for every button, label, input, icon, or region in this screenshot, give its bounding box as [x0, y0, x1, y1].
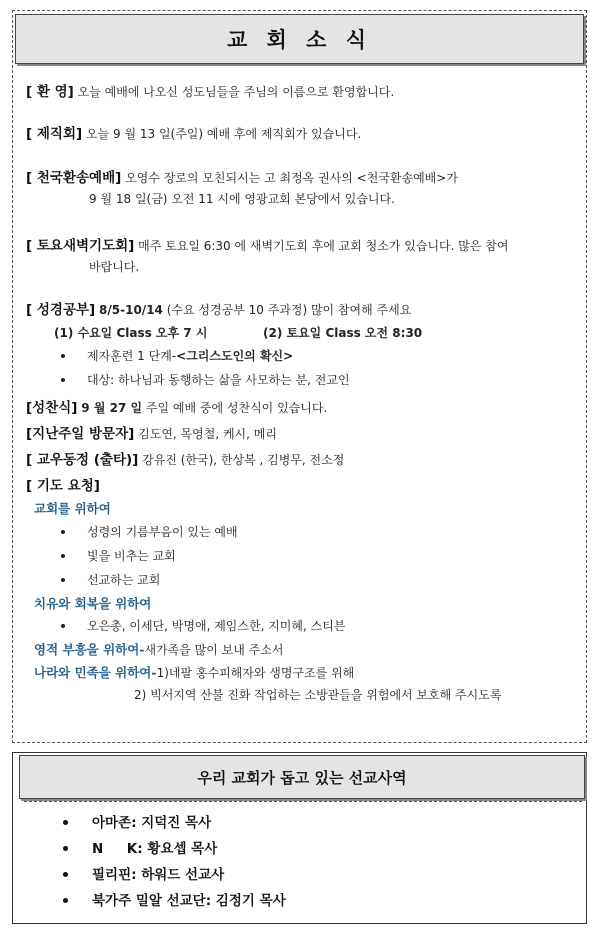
communion-date: 9 월 27 일	[81, 401, 143, 415]
elders-label: [ 제직회]	[26, 126, 83, 142]
prayer-healing-heading: 치유와 회복을 위하여	[34, 596, 152, 611]
elders-section	[26, 122, 361, 142]
bible-study-dates: 8/5-10/14	[99, 303, 163, 317]
saturday-label: [ 토요새벽기도회]	[26, 238, 135, 254]
funeral-line1: 오영수 장로의 모친되시는 고 최정옥 권사의 <천국환송예배>가	[125, 171, 458, 185]
visitors-section	[26, 422, 277, 442]
prayer-church-item: 선교하는 교회	[87, 573, 161, 587]
visitors-label: [지난주일 방문자]	[26, 426, 135, 442]
bible-study-bullet1-prefix: 제자훈련 1 단계-	[87, 349, 177, 363]
prayer-church-item: 빛을 비추는 교회	[87, 549, 176, 563]
visitors-text: 김도연, 목영철, 케시, 메리	[138, 427, 277, 441]
prayer-church-item: 성령의 기름부음이 있는 예배	[87, 525, 238, 539]
funeral-section	[26, 166, 458, 186]
bible-study-section	[26, 298, 411, 318]
mission-item-norcal: 북가주 밀알 선교단: 김정기 목사	[92, 893, 286, 909]
bible-study-text: (수요 성경공부 10 주과정) 많이 참여해 주세요	[166, 303, 412, 317]
mission-item-amazon: 아마존: 지덕진 목사	[92, 815, 212, 831]
bullet-icon	[61, 530, 65, 534]
page-title: 교 회 소 식	[15, 14, 584, 64]
prayer-nation-heading: 나라와 민족을 위하여-	[34, 665, 157, 680]
members-news-label: [ 교우동정 (출타)]	[26, 452, 139, 468]
prayer-nation-line1: 1)네팔 홍수피해자와 생명구조를 위해	[156, 666, 355, 680]
missions-divider	[24, 801, 582, 802]
members-news-text: 강유진 (한국), 한상복 , 김병무, 전소정	[142, 453, 345, 467]
bullet-icon	[61, 378, 65, 382]
saturday-line1: 매주 토요일 6:30 에 새벽기도회 후에 교회 청소가 있습니다. 많은 참여	[138, 239, 509, 253]
saturday-line2: 바랍니다.	[89, 260, 140, 274]
bible-study-label: [ 성경공부]	[26, 302, 96, 318]
welcome-label: [ 환 영]	[26, 84, 74, 100]
bullet-icon	[63, 872, 68, 877]
communion-text: 주일 예배 중에 성찬식이 있습니다.	[145, 401, 328, 415]
bullet-icon	[63, 820, 68, 825]
mission-item-nk: N K: 황요셉 목사	[92, 841, 218, 857]
bible-study-bullet2: 대상: 하나님과 동행하는 삶을 사모하는 분, 전교인	[87, 373, 350, 387]
bible-study-bullet1-title: <그리스도인의 확신>	[176, 349, 294, 363]
prayer-nation-line2: 2) 빅서지역 산불 진화 작업하는 소방관들을 위험에서 보호해 주시도록	[134, 688, 502, 702]
missions-title: 우리 교회가 돕고 있는 선교사역	[19, 755, 585, 799]
prayer-revival-heading: 영적 부흥을 위하여-	[34, 642, 145, 657]
bullet-icon	[63, 898, 68, 903]
communion-label: [성찬식]	[26, 400, 78, 416]
members-news-section	[26, 448, 344, 468]
communion-section	[26, 396, 327, 416]
bullet-icon	[61, 554, 65, 558]
mission-item-philippines: 필리핀: 하워드 선교사	[92, 867, 225, 883]
welcome-text: 오늘 예배에 나오신 성도님들을 주님의 이름으로 환영합니다.	[77, 85, 395, 99]
bullet-icon	[61, 354, 65, 358]
elders-text: 오늘 9 월 13 일(주일) 예배 후에 제직회가 있습니다.	[86, 127, 362, 141]
prayer-church-heading: 교회를 위하여	[34, 501, 111, 516]
bullet-icon	[63, 846, 68, 851]
funeral-label: [ 천국환송예배]	[26, 170, 122, 186]
bible-study-class1: (1) 수요일 Class 오후 7 시	[54, 326, 208, 340]
prayer-nation	[34, 663, 354, 681]
prayer-revival-text: 새가족을 많이 보내 주소서	[144, 643, 284, 657]
bible-study-bullet1	[87, 347, 293, 364]
welcome-section	[26, 80, 394, 100]
prayer-healing-item: 오은총, 이세단, 박명애, 제임스한, 지미혜, 스티븐	[87, 619, 346, 633]
funeral-line2: 9 월 18 일(금) 오전 11 시에 영광교회 본당에서 있습니다.	[89, 192, 395, 206]
saturday-section	[26, 234, 508, 254]
bible-study-class2: (2) 토요일 Class 오전 8:30	[263, 326, 423, 340]
prayer-revival	[34, 640, 283, 658]
bullet-icon	[61, 578, 65, 582]
prayer-label: [ 기도 요청]	[26, 478, 100, 494]
bullet-icon	[61, 624, 65, 628]
